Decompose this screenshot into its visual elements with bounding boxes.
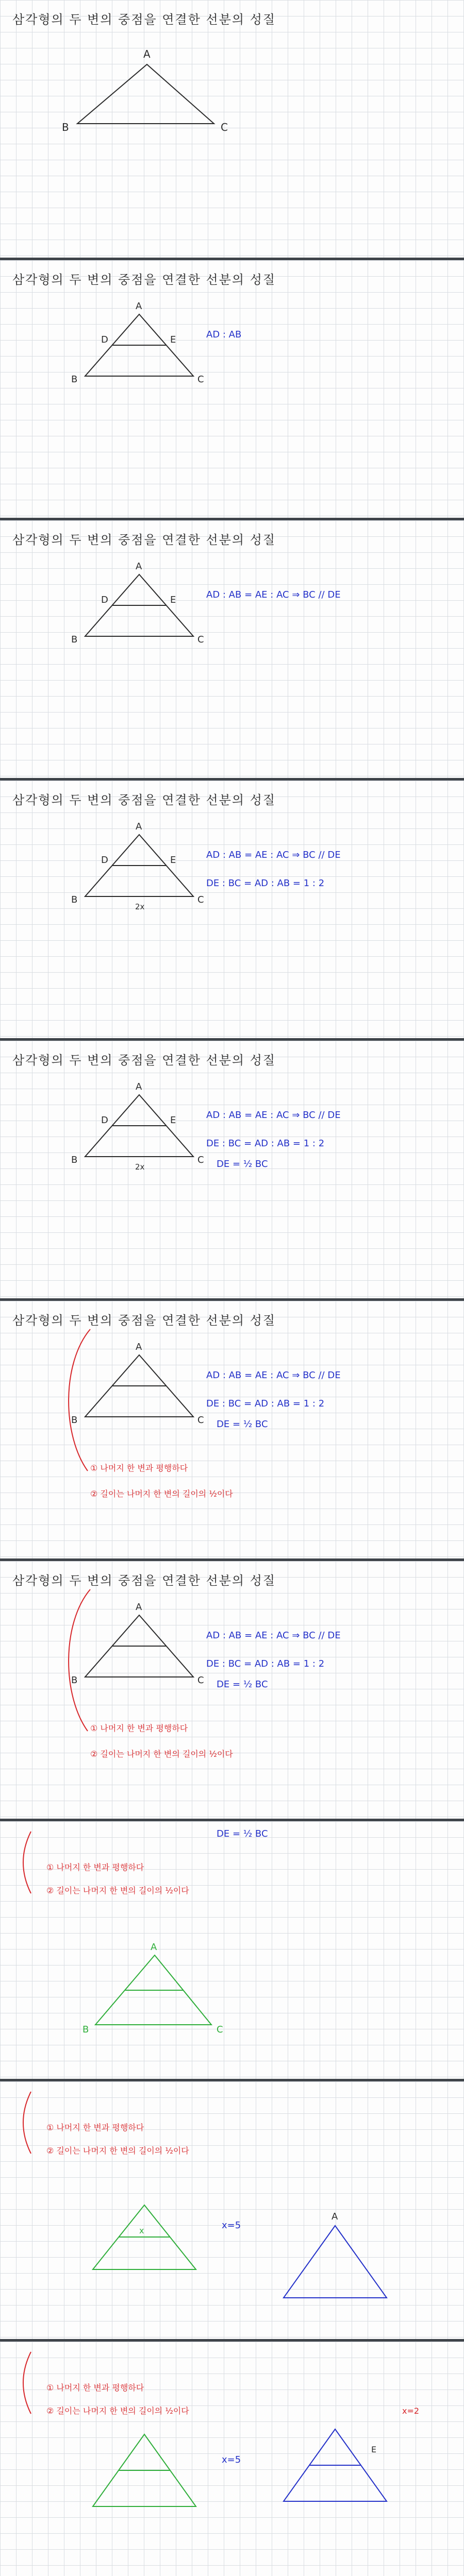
rule-1: ① 나머지 한 변과 평행하다 [46, 2123, 144, 2132]
ratio-note: DE : BC = AD : AB = 1 : 2 [206, 1138, 325, 1149]
frame-7 [0, 1561, 464, 1821]
parallel-note: AD : AB = AE : AC ⇒ BC // DE [206, 1370, 341, 1381]
frame-title: 삼각형의 두 변의 중점을 연결한 선분의 성질 [12, 533, 276, 547]
triangle-diagram [0, 0, 464, 260]
triangle-diagram [0, 260, 464, 520]
label-E: E [371, 2445, 377, 2454]
label-E: E [170, 1115, 176, 1126]
label-E: E [170, 855, 176, 866]
triangle-diagram [0, 520, 464, 781]
frame-title: 삼각형의 두 변의 중점을 연결한 선분의 성질 [12, 273, 276, 287]
label-B: B [71, 1675, 78, 1686]
rule-2: ② 길이는 나머지 한 변의 길이의 ½이다 [46, 2406, 189, 2416]
label-B: B [82, 2024, 89, 2035]
label-D: D [101, 855, 108, 866]
frame-title: 삼각형의 두 변의 중점을 연결한 선분의 성질 [12, 1053, 276, 1067]
ratio-note: DE : BC = AD : AB = 1 : 2 [206, 1398, 325, 1409]
parallel-note: AD : AB = AE : AC ⇒ BC // DE [206, 850, 341, 860]
label-D: D [101, 1115, 108, 1126]
label-A: A [151, 1942, 157, 1953]
frame-2 [0, 260, 464, 520]
frame-title: 삼각형의 두 변의 중점을 연결한 선분의 성질 [12, 1573, 276, 1588]
triangle-diagram [0, 2342, 464, 2576]
parallel-note: AD : AB = AE : AC ⇒ BC // DE [206, 1110, 341, 1121]
label-B: B [71, 1415, 78, 1426]
answer-x: x=5 [222, 2454, 241, 2465]
triangle-diagram [0, 1561, 464, 1821]
frame-5 [0, 1041, 464, 1301]
label-C: C [197, 894, 204, 905]
frame-title: 삼각형의 두 변의 중점을 연결한 선분의 성질 [12, 12, 276, 27]
label-A: A [136, 821, 142, 832]
label-A: A [143, 48, 151, 60]
label-B: B [71, 1155, 78, 1165]
label-C: C [197, 1155, 204, 1165]
label-D: D [101, 334, 108, 345]
label-x: x [139, 2226, 144, 2235]
frame-title: 삼각형의 두 변의 중점을 연결한 선분의 성질 [12, 1313, 276, 1328]
label-B: B [62, 121, 69, 133]
label-C: C [221, 121, 228, 133]
answer-x: x=5 [222, 2220, 241, 2231]
frame-3 [0, 520, 464, 781]
label-2x: 2x [135, 1162, 145, 1172]
label-C: C [197, 1415, 204, 1426]
frame-title: 삼각형의 두 변의 중점을 연결한 선분의 성질 [12, 793, 276, 807]
label-C: C [197, 374, 204, 385]
rule-2: ② 길이는 나머지 한 변의 길이의 ½이다 [46, 1886, 189, 1895]
frame-8 [0, 1821, 464, 2081]
rule-1: ① 나머지 한 변과 평행하다 [46, 1862, 144, 1872]
triangle-diagram [0, 1041, 464, 1301]
label-E: E [170, 334, 176, 345]
label-C: C [197, 634, 204, 645]
label-A: A [332, 2211, 338, 2222]
label-A: A [136, 1342, 142, 1352]
label-A: A [136, 301, 142, 312]
half-note: DE = ½ BC [217, 1419, 268, 1430]
rule-2: ② 길이는 나머지 한 변의 길이의 ½이다 [90, 1749, 233, 1759]
ratio-note: DE : BC = AD : AB = 1 : 2 [206, 1658, 325, 1669]
label-B: B [71, 634, 78, 645]
answer-x-2: x=2 [402, 2406, 420, 2416]
ratio-note: DE : BC = AD : AB = 1 : 2 [206, 878, 325, 889]
frame-10 [0, 2342, 464, 2576]
ratio-note: AD : AB [206, 329, 242, 340]
rule-1: ① 나머지 한 변과 평행하다 [90, 1723, 188, 1733]
label-D: D [101, 595, 108, 605]
frame-4 [0, 781, 464, 1041]
label-A: A [136, 1081, 142, 1092]
label-A: A [136, 1602, 142, 1613]
triangle-diagram [0, 2081, 464, 2342]
triangle-diagram [0, 1301, 464, 1561]
label-C: C [217, 2024, 223, 2035]
triangle-diagram [0, 781, 464, 1041]
frame-9 [0, 2081, 464, 2342]
rule-1: ① 나머지 한 변과 평행하다 [90, 1463, 188, 1473]
label-2x: 2x [135, 902, 145, 911]
half-note: DE = ½ BC [217, 1679, 268, 1690]
half-note: DE = ½ BC [217, 1828, 268, 1839]
rule-1: ① 나머지 한 변과 평행하다 [46, 2383, 144, 2393]
rule-2: ② 길이는 나머지 한 변의 길이의 ½이다 [90, 1489, 233, 1499]
rule-2: ② 길이는 나머지 한 변의 길이의 ½이다 [46, 2146, 189, 2156]
parallel-note: AD : AB = AE : AC ⇒ BC // DE [206, 1630, 341, 1641]
triangle-diagram [0, 1821, 464, 2081]
label-E: E [170, 595, 176, 605]
frame-1 [0, 0, 464, 260]
label-C: C [197, 1675, 204, 1686]
half-note: DE = ½ BC [217, 1159, 268, 1170]
label-B: B [71, 894, 78, 905]
parallel-note: AD : AB = AE : AC ⇒ BC // DE [206, 589, 341, 600]
frame-6 [0, 1301, 464, 1561]
label-B: B [71, 374, 78, 385]
label-A: A [136, 561, 142, 572]
